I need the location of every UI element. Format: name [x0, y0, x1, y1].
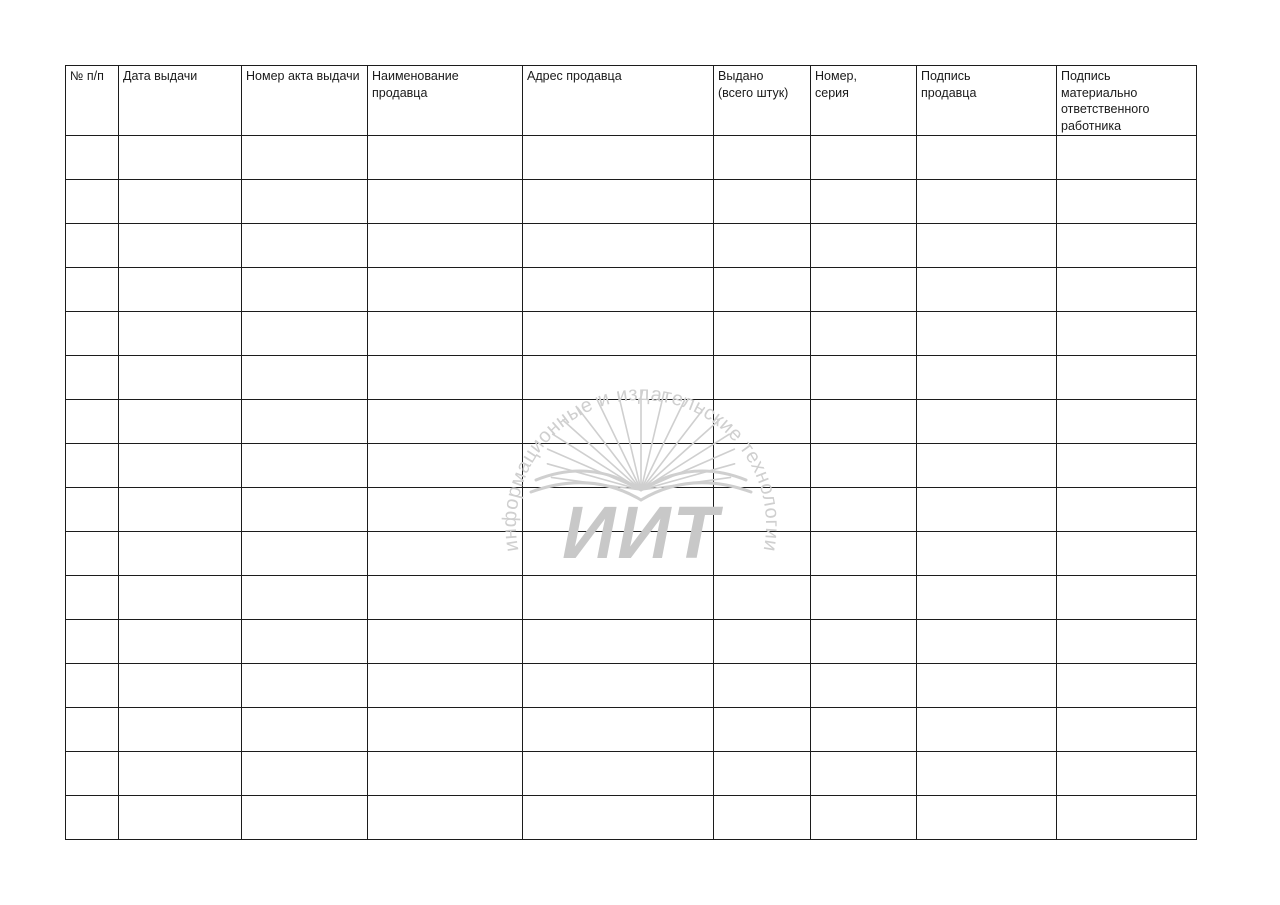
table-cell	[242, 752, 368, 796]
table-cell	[1057, 400, 1197, 444]
table-cell	[917, 444, 1057, 488]
table-cell	[66, 488, 119, 532]
table-cell	[368, 180, 523, 224]
table-cell	[242, 312, 368, 356]
table-cell	[917, 752, 1057, 796]
table-cell	[714, 180, 811, 224]
table-cell	[119, 136, 242, 180]
table-row	[66, 180, 1197, 224]
table-cell	[714, 444, 811, 488]
table-row	[66, 752, 1197, 796]
table-cell	[714, 708, 811, 752]
table-cell	[811, 268, 917, 312]
table-row	[66, 356, 1197, 400]
table-cell	[242, 268, 368, 312]
table-cell	[811, 180, 917, 224]
table-cell	[119, 356, 242, 400]
table-cell	[523, 576, 714, 620]
table-cell	[66, 268, 119, 312]
table-cell	[811, 620, 917, 664]
register-table	[65, 65, 1197, 840]
table-cell	[66, 752, 119, 796]
table-cell	[368, 488, 523, 532]
table-cell	[917, 312, 1057, 356]
register-header-row	[66, 66, 1197, 136]
table-cell	[811, 752, 917, 796]
column-header: № п/п	[66, 66, 119, 136]
table-cell	[66, 576, 119, 620]
table-cell	[119, 796, 242, 840]
table-cell	[811, 224, 917, 268]
table-cell	[119, 708, 242, 752]
table-cell	[917, 664, 1057, 708]
table-row	[66, 620, 1197, 664]
table-cell	[66, 664, 119, 708]
table-cell	[523, 356, 714, 400]
table-cell	[242, 488, 368, 532]
table-cell	[523, 444, 714, 488]
table-cell	[242, 400, 368, 444]
table-cell	[523, 708, 714, 752]
table-cell	[66, 796, 119, 840]
column-header: Выдано (всего штук)	[714, 66, 811, 136]
table-cell	[368, 444, 523, 488]
table-cell	[523, 532, 714, 576]
table-row	[66, 444, 1197, 488]
table-cell	[523, 400, 714, 444]
table-cell	[811, 708, 917, 752]
column-header: Подпись продавца	[917, 66, 1057, 136]
table-cell	[1057, 268, 1197, 312]
table-cell	[368, 708, 523, 752]
table-cell	[1057, 356, 1197, 400]
table-cell	[714, 532, 811, 576]
table-cell	[714, 356, 811, 400]
table-cell	[523, 268, 714, 312]
table-cell	[523, 180, 714, 224]
table-cell	[1057, 532, 1197, 576]
table-cell	[714, 620, 811, 664]
table-cell	[119, 752, 242, 796]
table-cell	[66, 400, 119, 444]
table-cell	[242, 532, 368, 576]
table-cell	[917, 488, 1057, 532]
table-cell	[917, 224, 1057, 268]
watermark-arc-text: информационные и издательские технологии	[498, 382, 784, 554]
table-cell	[811, 136, 917, 180]
table-cell	[811, 444, 917, 488]
table-cell	[242, 796, 368, 840]
table-cell	[368, 620, 523, 664]
table-cell	[119, 576, 242, 620]
table-cell	[119, 488, 242, 532]
table-cell	[66, 708, 119, 752]
table-row	[66, 268, 1197, 312]
table-cell	[917, 356, 1057, 400]
table-cell	[523, 224, 714, 268]
table-cell	[368, 576, 523, 620]
table-cell	[1057, 224, 1197, 268]
table-cell	[368, 224, 523, 268]
table-cell	[714, 136, 811, 180]
table-cell	[242, 356, 368, 400]
table-cell	[119, 620, 242, 664]
watermark-logo-text: ИИТ	[562, 491, 720, 570]
table-cell	[811, 532, 917, 576]
table-cell	[1057, 752, 1197, 796]
table-row	[66, 576, 1197, 620]
table-cell	[714, 268, 811, 312]
table-cell	[119, 444, 242, 488]
table-cell	[368, 796, 523, 840]
table-cell	[917, 400, 1057, 444]
table-cell	[1057, 312, 1197, 356]
table-cell	[523, 136, 714, 180]
table-cell	[242, 180, 368, 224]
table-row	[66, 796, 1197, 840]
column-header: Адрес продавца	[523, 66, 714, 136]
table-cell	[714, 400, 811, 444]
column-header: Номер акта выдачи	[242, 66, 368, 136]
table-row	[66, 488, 1197, 532]
table-cell	[917, 620, 1057, 664]
table-row	[66, 664, 1197, 708]
table-cell	[368, 664, 523, 708]
column-header: Номер, серия	[811, 66, 917, 136]
table-cell	[66, 356, 119, 400]
table-cell	[242, 708, 368, 752]
table-cell	[242, 444, 368, 488]
table-cell	[368, 356, 523, 400]
table-cell	[119, 664, 242, 708]
table-cell	[523, 752, 714, 796]
table-cell	[1057, 708, 1197, 752]
column-header: Наименование продавца	[368, 66, 523, 136]
table-cell	[714, 576, 811, 620]
table-cell	[811, 400, 917, 444]
table-cell	[368, 268, 523, 312]
table-row	[66, 708, 1197, 752]
table-cell	[523, 664, 714, 708]
table-row	[66, 136, 1197, 180]
table-row	[66, 224, 1197, 268]
table-cell	[66, 444, 119, 488]
table-cell	[714, 752, 811, 796]
table-cell	[1057, 664, 1197, 708]
table-cell	[811, 488, 917, 532]
table-cell	[242, 576, 368, 620]
table-cell	[917, 532, 1057, 576]
table-cell	[714, 488, 811, 532]
table-cell	[66, 224, 119, 268]
table-cell	[368, 400, 523, 444]
table-cell	[1057, 488, 1197, 532]
table-cell	[811, 576, 917, 620]
table-cell	[1057, 576, 1197, 620]
table-cell	[242, 136, 368, 180]
table-cell	[242, 224, 368, 268]
table-cell	[917, 708, 1057, 752]
table-cell	[66, 620, 119, 664]
table-cell	[523, 488, 714, 532]
table-cell	[714, 312, 811, 356]
table-cell	[242, 620, 368, 664]
table-cell	[1057, 620, 1197, 664]
table-cell	[368, 752, 523, 796]
table-cell	[66, 532, 119, 576]
table-cell	[811, 312, 917, 356]
table-cell	[1057, 444, 1197, 488]
table-cell	[917, 136, 1057, 180]
table-cell	[368, 312, 523, 356]
table-cell	[119, 400, 242, 444]
table-cell	[368, 136, 523, 180]
table-cell	[119, 180, 242, 224]
table-cell	[917, 180, 1057, 224]
table-cell	[119, 532, 242, 576]
table-cell	[242, 664, 368, 708]
table-cell	[917, 796, 1057, 840]
table-cell	[66, 180, 119, 224]
table-row	[66, 532, 1197, 576]
table-cell	[66, 136, 119, 180]
table-cell	[119, 268, 242, 312]
table-row	[66, 400, 1197, 444]
table-cell	[1057, 180, 1197, 224]
table-row	[66, 312, 1197, 356]
column-header: Подпись материально ответственного работника	[1057, 66, 1197, 136]
table-cell	[1057, 136, 1197, 180]
table-cell	[66, 312, 119, 356]
table-cell	[811, 356, 917, 400]
table-cell	[714, 664, 811, 708]
table-cell	[811, 796, 917, 840]
table-cell	[1057, 796, 1197, 840]
table-cell	[523, 796, 714, 840]
register-body	[66, 136, 1197, 840]
table-cell	[119, 312, 242, 356]
column-header: Дата выдачи	[119, 66, 242, 136]
table-cell	[917, 576, 1057, 620]
table-cell	[368, 532, 523, 576]
table-cell	[811, 664, 917, 708]
table-cell	[714, 796, 811, 840]
table-cell	[523, 620, 714, 664]
table-cell	[119, 224, 242, 268]
table-cell	[714, 224, 811, 268]
table-cell	[917, 268, 1057, 312]
table-cell	[523, 312, 714, 356]
